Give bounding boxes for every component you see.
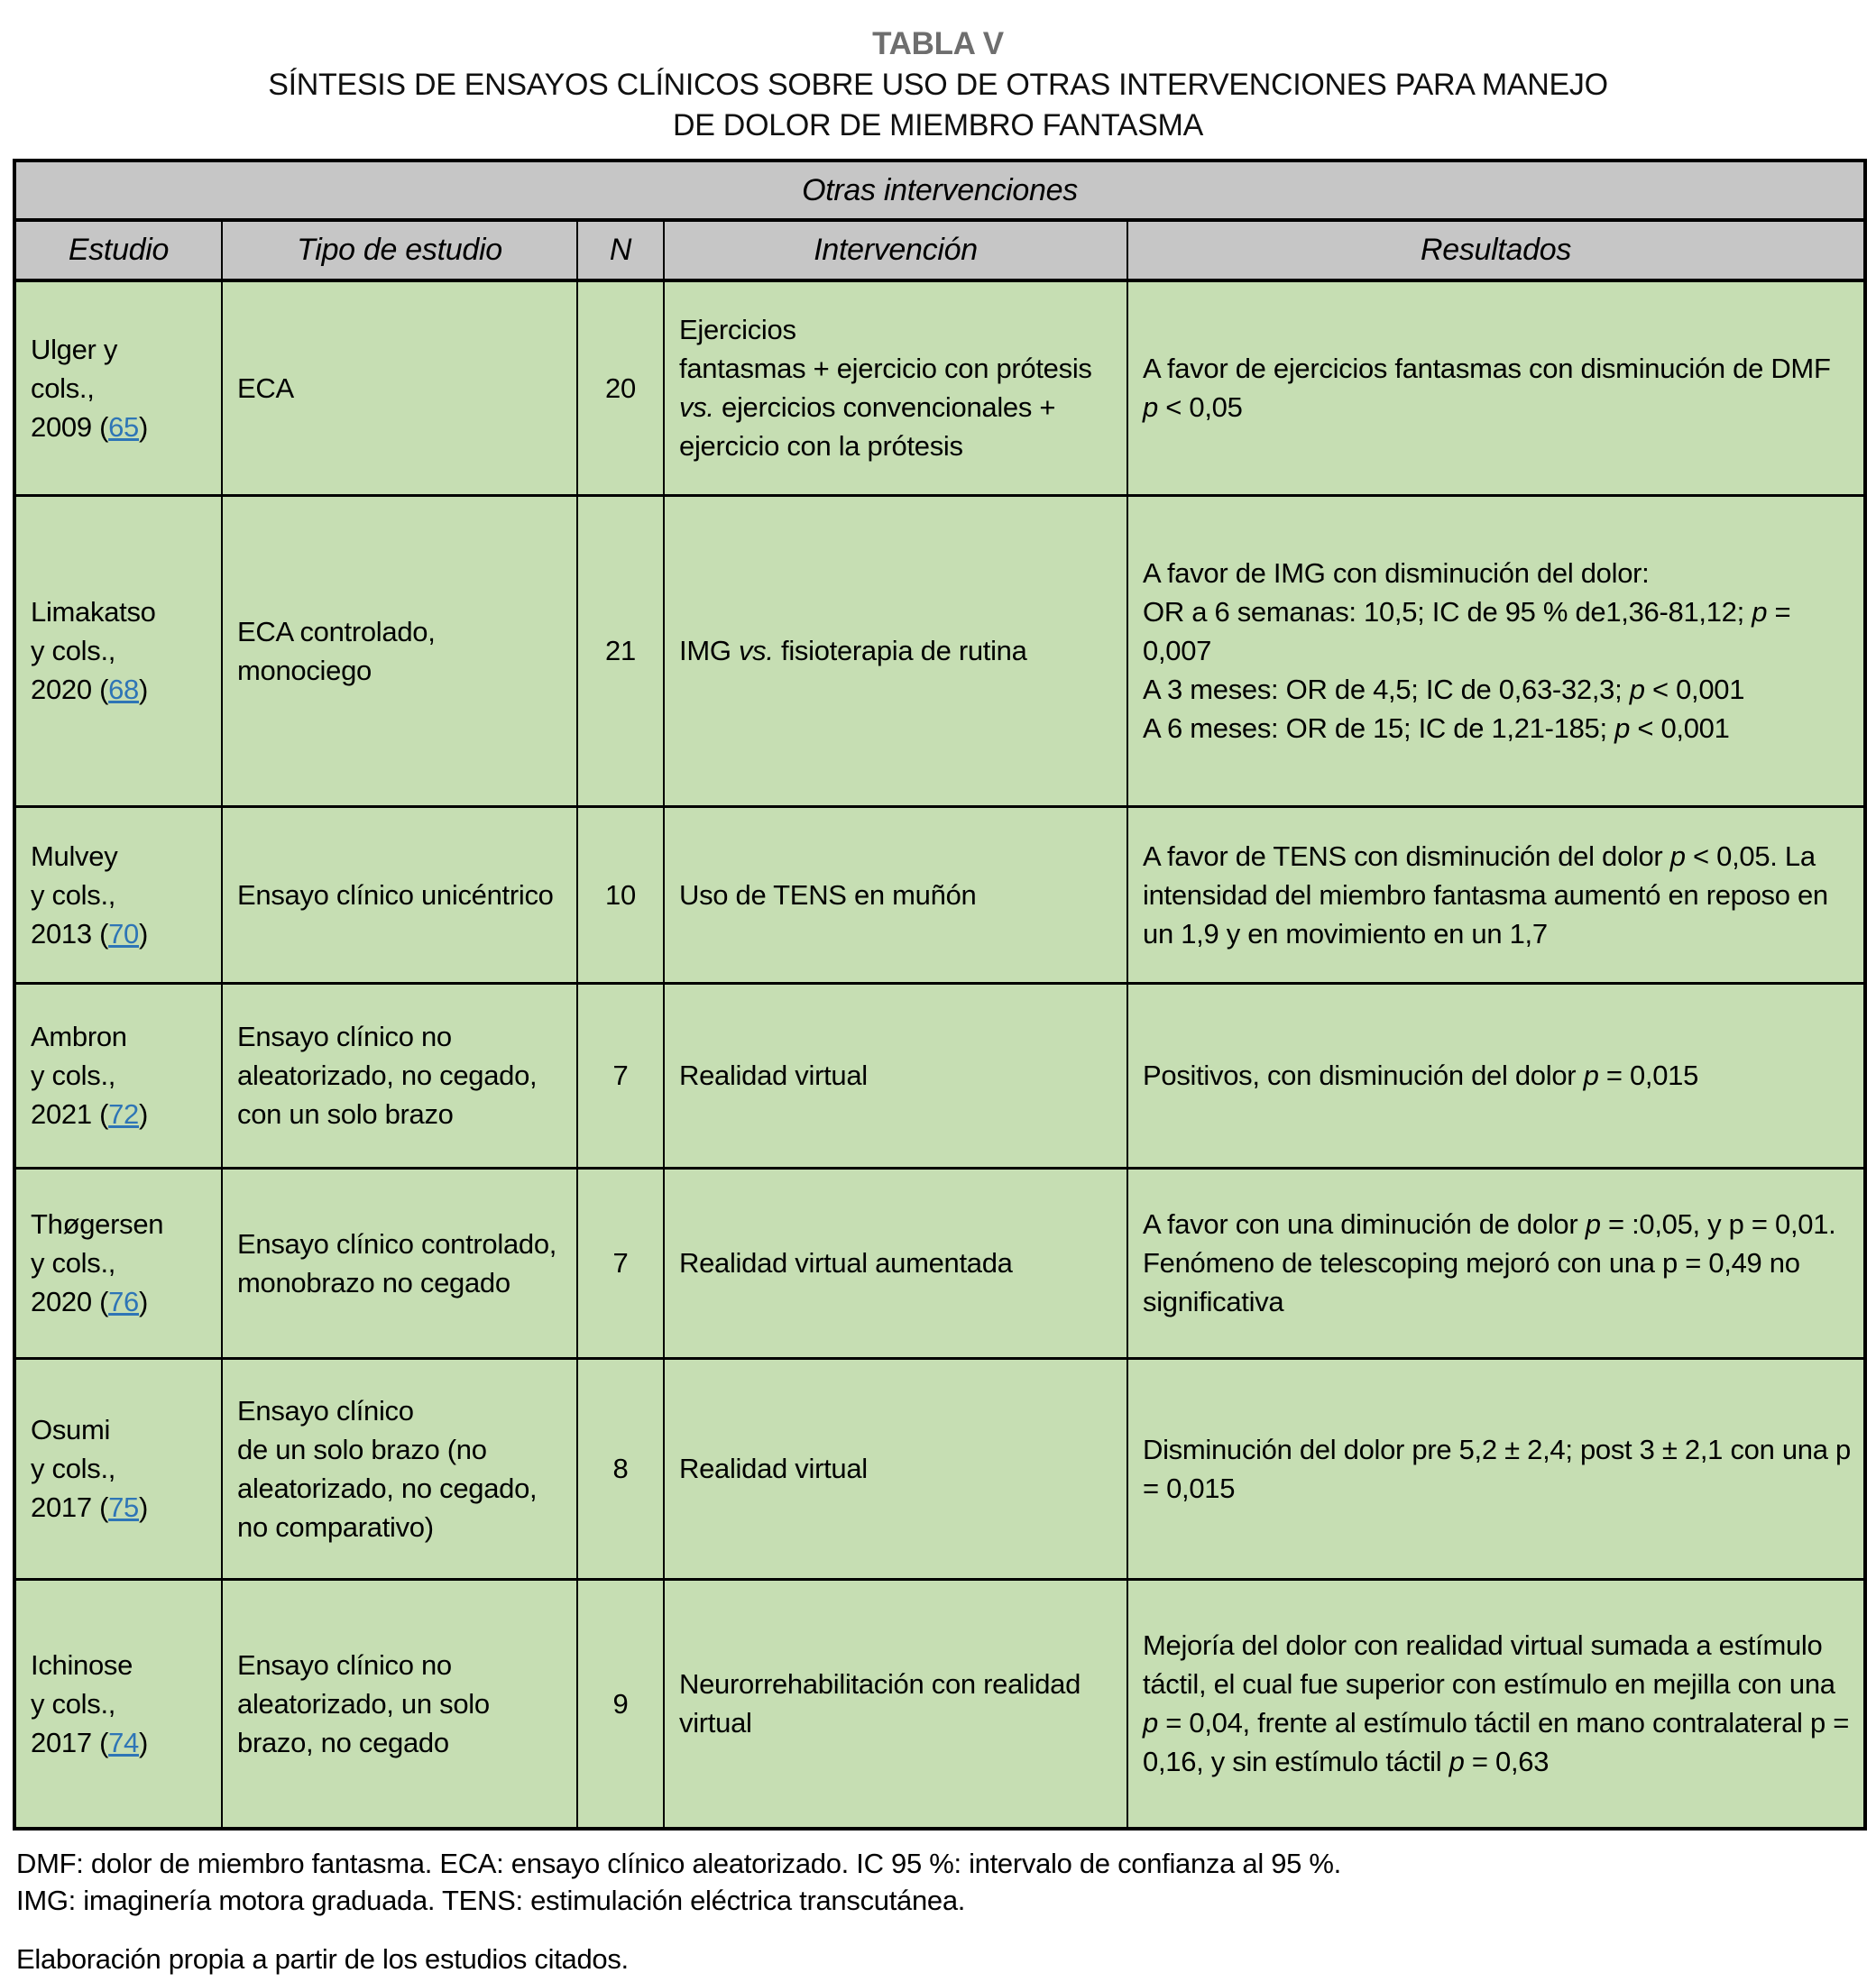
table-row xyxy=(14,1579,1865,1829)
cell-text: 7 xyxy=(612,1247,629,1279)
cell-text: Neurorrehabilitación con realidad virtual xyxy=(679,1668,1081,1739)
cell-text: y cols., xyxy=(31,1453,116,1484)
cell-text: p xyxy=(1583,1060,1599,1091)
cell-text: p xyxy=(1752,596,1768,628)
cell-text: p xyxy=(1448,1746,1465,1778)
study-cell xyxy=(14,495,222,806)
study-cell xyxy=(14,1358,222,1579)
cell-text: = 0,007 xyxy=(1143,596,1791,666)
results-cell xyxy=(1127,1579,1865,1829)
cell-text: Ensayo clínico unicéntrico xyxy=(237,878,554,911)
intervention-cell xyxy=(664,495,1127,806)
cell-text: fisioterapia de rutina xyxy=(773,635,1027,666)
results-cell xyxy=(1127,1358,1865,1579)
cell-text: = 0,015 xyxy=(1598,1060,1699,1091)
table-subtitle-line-1: SÍNTESIS DE ENSAYOS CLÍNICOS SOBRE USO DE OTRAS INTERVENCIONES PARA MANEJO xyxy=(268,68,1608,102)
n-cell xyxy=(577,1358,664,1579)
cell-text: A favor de TENS con disminución del dolor xyxy=(1143,840,1670,872)
cell-text: 2013 ( xyxy=(31,917,109,950)
results-cell xyxy=(1127,983,1865,1168)
cell-text: Ensayo clínico xyxy=(237,1394,414,1427)
cell-text: Ejercicios xyxy=(679,314,796,346)
cell-text: A favor con una diminución de dolor xyxy=(1143,1208,1586,1240)
cell-text: ) xyxy=(139,1491,149,1523)
cell-text: vs. xyxy=(679,391,714,424)
cell-text: y cols., xyxy=(31,635,116,666)
cell-text: 2017 ( xyxy=(31,1726,109,1758)
cell-text: p xyxy=(1669,840,1686,872)
cell-text: 2021 ( xyxy=(31,1098,109,1130)
cell-text: Osumi xyxy=(31,1414,111,1445)
study-cell xyxy=(14,806,222,983)
cell-text: Ambron xyxy=(31,1021,127,1052)
results-cell xyxy=(1127,495,1865,806)
study-type-cell xyxy=(222,1168,577,1358)
cell-text: ) xyxy=(139,674,149,705)
clinical-trials-table xyxy=(13,159,1867,1831)
table-row xyxy=(14,1168,1865,1358)
cell-text: Ichinose xyxy=(31,1648,133,1681)
column-header-estudio: Estudio xyxy=(14,220,222,280)
cell-text: 20 xyxy=(605,372,636,404)
study-type-cell xyxy=(222,1579,577,1829)
cell-text: p xyxy=(1143,1707,1158,1739)
cell-text: ) xyxy=(139,410,149,443)
cell-text: Realidad virtual xyxy=(679,1060,868,1091)
study-cell xyxy=(14,1579,222,1829)
n-cell xyxy=(577,280,664,495)
n-cell xyxy=(577,495,664,806)
cell-text: ejercicios convencionales + ejercicio con la prótesis xyxy=(679,391,1056,463)
cell-text: Mejoría del dolor con realidad virtual sumada a estímulo táctil, el cual fue superior con estímulo en mejilla con una xyxy=(1143,1629,1835,1701)
cell-text: Mulvey xyxy=(31,840,118,872)
citation-link[interactable]: 76 xyxy=(108,1286,139,1317)
n-cell xyxy=(577,1168,664,1358)
cell-text: p xyxy=(1614,712,1631,744)
cell-text: < 0,05 xyxy=(1157,391,1243,424)
cell-text: 2009 ( xyxy=(31,410,109,443)
study-cell xyxy=(14,280,222,495)
cell-text: ) xyxy=(139,1726,149,1758)
study-cell xyxy=(14,983,222,1168)
cell-text: Uso de TENS en muñón xyxy=(679,878,977,911)
citation-link[interactable]: 74 xyxy=(108,1726,139,1758)
study-type-cell xyxy=(222,280,577,495)
cell-text: 2017 ( xyxy=(31,1491,109,1523)
citation-link[interactable]: 68 xyxy=(108,674,139,705)
table-row xyxy=(14,983,1865,1168)
cell-text: y cols., xyxy=(31,1247,116,1279)
cell-text: y cols., xyxy=(31,1687,116,1720)
cell-text: Ensayo clínico controlado, monobrazo no cegado xyxy=(237,1227,557,1298)
study-type-cell xyxy=(222,1358,577,1579)
cell-text: 7 xyxy=(612,1060,629,1091)
cell-text: ECA controlado, monociego xyxy=(237,615,436,686)
n-cell xyxy=(577,806,664,983)
cell-text: cols., xyxy=(31,372,95,404)
intervention-cell xyxy=(664,1358,1127,1579)
footnote-elaboracion: Elaboración propia a partir de los estudios citados. xyxy=(16,1943,629,1975)
table-row xyxy=(14,495,1865,806)
cell-text: ) xyxy=(139,1286,149,1317)
cell-text: Ulger y xyxy=(31,333,118,365)
column-header-resultados: Resultados xyxy=(1127,220,1865,280)
table-row xyxy=(14,280,1865,495)
cell-text: 21 xyxy=(605,635,636,666)
cell-text: A 3 meses: OR de 4,5; IC de 0,63-32,3; xyxy=(1143,674,1630,705)
cell-text: = 0,04, frente al estímulo táctil en mano contralateral p = 0,16, y sin estímulo táctil xyxy=(1143,1707,1850,1778)
cell-text: Ensayo clínico no aleatorizado, no cegado, con un solo brazo xyxy=(237,1021,538,1130)
title-block xyxy=(0,0,1876,146)
citation-link[interactable]: 72 xyxy=(108,1098,139,1130)
n-cell xyxy=(577,1579,664,1829)
cell-text: A favor de ejercicios fantasmas con disminución de DMF xyxy=(1143,353,1831,385)
cell-text: p xyxy=(1143,391,1158,424)
cell-text: < 0,001 xyxy=(1630,712,1730,744)
cell-text: Ensayo clínico no aleatorizado, un solo brazo, no cegado xyxy=(237,1648,490,1758)
cell-text: OR a 6 semanas: 10,5; IC de 95 % de1,36-81,12; xyxy=(1143,596,1752,628)
study-type-cell xyxy=(222,806,577,983)
study-cell xyxy=(14,1168,222,1358)
column-header-tipo-de-estudio: Tipo de estudio xyxy=(222,220,577,280)
citation-link[interactable]: 65 xyxy=(108,410,139,443)
intervention-cell xyxy=(664,806,1127,983)
column-header-n: N xyxy=(577,220,664,280)
cell-text: Limakatso xyxy=(31,596,156,628)
cell-text: y cols., xyxy=(31,1060,116,1091)
cell-text: ) xyxy=(139,917,149,950)
cell-text: vs. xyxy=(738,635,774,666)
cell-text: fantasmas + ejercicio con prótesis xyxy=(679,353,1092,385)
n-cell xyxy=(577,983,664,1168)
cell-text: 10 xyxy=(605,878,636,911)
cell-text: de un solo brazo (no aleatorizado, no cegado, no comparativo) xyxy=(237,1433,538,1543)
cell-text: < 0,05. La intensidad del miembro fantasma aumentó en reposo en un 1,9 y en movimiento en un 1,7 xyxy=(1143,840,1828,950)
cell-text: A favor de IMG con disminución del dolor: xyxy=(1143,557,1650,589)
cell-text: Thøgersen xyxy=(31,1208,164,1240)
table-subtitle-line-2: DE DOLOR DE MIEMBRO FANTASMA xyxy=(673,108,1203,142)
citation-link[interactable]: 70 xyxy=(108,917,139,950)
cell-text: 2020 ( xyxy=(31,1286,109,1317)
cell-text: 2020 ( xyxy=(31,674,109,705)
footnotes-block xyxy=(16,1845,1863,1977)
cell-text: 9 xyxy=(612,1687,629,1720)
cell-text: Disminución del dolor pre 5,2 ± 2,4; post 3 ± 2,1 con una p = 0,015 xyxy=(1143,1433,1851,1504)
table-title: TABLA V xyxy=(872,26,1004,61)
cell-text: ) xyxy=(139,1098,149,1130)
cell-text: 8 xyxy=(612,1453,629,1484)
cell-text: y cols., xyxy=(31,878,116,911)
cell-text: Realidad virtual xyxy=(679,1453,868,1484)
intervention-cell xyxy=(664,1579,1127,1829)
study-type-cell xyxy=(222,983,577,1168)
intervention-cell xyxy=(664,983,1127,1168)
table-row xyxy=(14,806,1865,983)
citation-link[interactable]: 75 xyxy=(108,1491,139,1523)
cell-text: Positivos, con disminución del dolor xyxy=(1143,1060,1584,1091)
intervention-cell xyxy=(664,1168,1127,1358)
cell-text: p xyxy=(1629,674,1645,705)
column-header-row xyxy=(14,220,1865,280)
cell-text: p xyxy=(1585,1208,1601,1240)
group-header-row xyxy=(14,161,1865,220)
results-cell xyxy=(1127,806,1865,983)
footnote-abbreviations-2: IMG: imaginería motora graduada. TENS: estimulación eléctrica transcutánea. xyxy=(16,1885,966,1916)
results-cell xyxy=(1127,1168,1865,1358)
study-type-cell xyxy=(222,495,577,806)
column-header-intervencion: Intervención xyxy=(664,220,1127,280)
cell-text: Realidad virtual aumentada xyxy=(679,1247,1013,1279)
cell-text: IMG xyxy=(679,635,739,666)
cell-text: A 6 meses: OR de 15; IC de 1,21-185; xyxy=(1143,712,1615,744)
footnote-abbreviations-1: DMF: dolor de miembro fantasma. ECA: ensayo clínico aleatorizado. IC 95 %: intervalo de confianza al 95 %. xyxy=(16,1848,1341,1879)
intervention-cell xyxy=(664,280,1127,495)
table-row xyxy=(14,1358,1865,1579)
cell-text: < 0,001 xyxy=(1644,674,1745,705)
results-cell xyxy=(1127,280,1865,495)
cell-text: ECA xyxy=(237,372,294,404)
table-body xyxy=(14,280,1865,1829)
cell-text: = :0,05, y p = 0,01. Fenómeno de telescoping mejoró con una p = 0,49 no significativa xyxy=(1143,1208,1836,1317)
group-header: Otras intervenciones xyxy=(14,161,1865,220)
cell-text: = 0,63 xyxy=(1464,1746,1550,1778)
